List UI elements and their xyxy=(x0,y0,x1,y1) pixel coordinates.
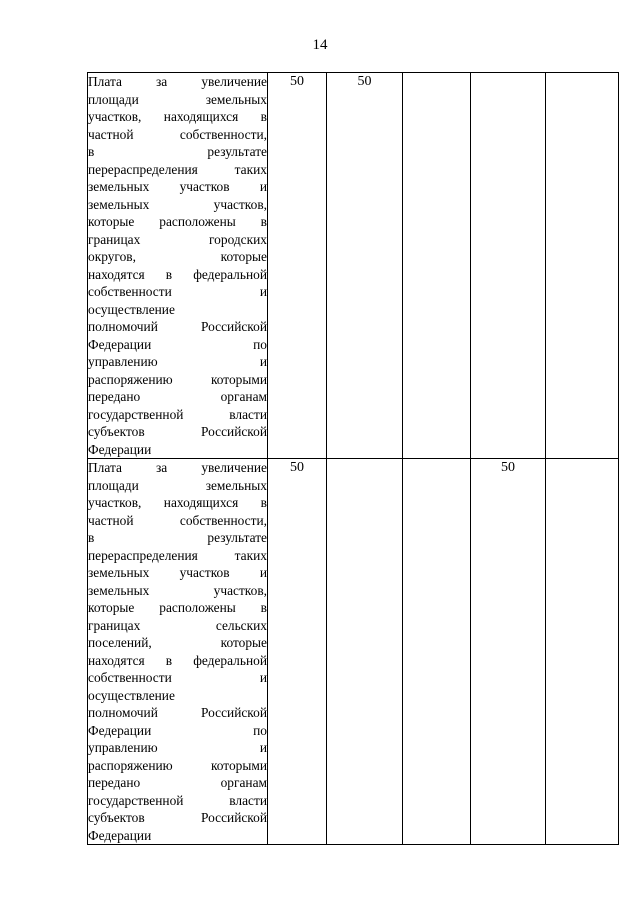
description-word: федеральной xyxy=(193,266,267,282)
description-word: федеральной xyxy=(193,652,267,668)
description-word: участков, xyxy=(213,582,267,598)
description-word: земельных xyxy=(205,91,267,107)
description-line xyxy=(88,266,267,284)
description-word: расположены xyxy=(159,214,236,229)
description-word: полномочий xyxy=(88,319,158,334)
description-word: увеличение xyxy=(201,460,267,475)
description-word: земельных xyxy=(88,179,150,194)
description-word: находящихся xyxy=(163,109,239,124)
description-line xyxy=(88,564,267,582)
description-word: полномочий xyxy=(88,705,158,720)
description-word: сельских xyxy=(215,617,267,633)
description-line xyxy=(88,757,267,775)
description-word: таких xyxy=(234,547,267,563)
description-line xyxy=(88,792,267,810)
description-word: частной xyxy=(88,512,134,528)
description-word: в xyxy=(260,495,267,510)
description-word: округов, xyxy=(88,249,136,264)
description-line xyxy=(88,459,267,477)
description-line xyxy=(88,336,267,354)
description-line xyxy=(88,178,267,196)
description-line xyxy=(88,353,267,371)
description-word: которые xyxy=(220,249,267,264)
page-number: 14 xyxy=(312,37,328,53)
description-word: органам xyxy=(220,389,267,404)
description-word: Федерации xyxy=(88,722,152,738)
description-word: городских xyxy=(209,231,267,247)
description-word: осуществление xyxy=(88,687,175,703)
description-line xyxy=(88,547,267,565)
description-line xyxy=(88,283,267,301)
description-word: и xyxy=(259,740,267,755)
description-word: государственной xyxy=(88,792,184,808)
description-line xyxy=(88,582,267,600)
description-cell xyxy=(88,73,268,459)
description-word: собственности xyxy=(88,670,172,685)
description-line xyxy=(88,161,267,179)
description-word: частной xyxy=(88,126,134,142)
description-word: Федерации xyxy=(88,336,152,352)
description-word: которые xyxy=(220,635,267,650)
description-line xyxy=(88,143,267,161)
description-word: поселений, xyxy=(88,635,152,650)
description-word: в xyxy=(165,652,173,668)
description-line xyxy=(88,441,267,459)
description-word: управлению xyxy=(88,354,158,369)
description-line xyxy=(88,301,267,319)
description-word: в xyxy=(260,214,267,229)
description-word: перераспределения xyxy=(88,161,198,177)
description-word: за xyxy=(156,74,168,89)
description-word: государственной xyxy=(88,406,184,422)
description-word: собственности, xyxy=(179,512,267,528)
description-line xyxy=(88,91,267,109)
description-word: в xyxy=(165,266,173,282)
description-word: распоряжению xyxy=(88,371,173,387)
description-word: Российской xyxy=(201,705,267,720)
table-body xyxy=(88,73,619,845)
description-line xyxy=(88,318,267,336)
description-word: земельных xyxy=(205,477,267,493)
description-word: по xyxy=(253,336,267,352)
value-cell-2 xyxy=(327,459,403,845)
value-cell-4 xyxy=(471,459,546,845)
description-word: передано xyxy=(88,775,141,790)
description-line xyxy=(88,494,267,512)
description-word: границах xyxy=(88,617,141,633)
description-line xyxy=(88,388,267,406)
table-row xyxy=(88,459,619,845)
description-word: в xyxy=(88,530,95,545)
description-word: субъектов xyxy=(88,810,145,825)
description-word: и xyxy=(259,565,267,580)
description-word: передано xyxy=(88,389,141,404)
description-word: Федерации xyxy=(88,441,152,457)
description-line xyxy=(88,406,267,424)
description-line xyxy=(88,687,267,705)
description-word: власти xyxy=(229,792,267,808)
description-word: управлению xyxy=(88,740,158,755)
description-word: Федерации xyxy=(88,827,152,843)
value-cell-1 xyxy=(268,73,327,459)
cell-value: 50 xyxy=(290,74,304,89)
description-word: собственности xyxy=(88,284,172,299)
cell-value: 50 xyxy=(501,460,515,475)
description-word: границах xyxy=(88,231,141,247)
description-line xyxy=(88,827,267,845)
description-line xyxy=(88,423,267,441)
description-word: которыми xyxy=(210,371,267,387)
cell-value: 50 xyxy=(290,460,304,475)
description-word: расположены xyxy=(159,600,236,615)
description-word: Российской xyxy=(201,424,267,439)
description-line xyxy=(88,248,267,266)
description-word: земельных xyxy=(88,196,150,212)
description-word: участков, xyxy=(88,495,142,510)
description-line xyxy=(88,529,267,547)
description-word: осуществление xyxy=(88,301,175,317)
description-word: в xyxy=(88,144,95,159)
description-line xyxy=(88,722,267,740)
value-cell-2 xyxy=(327,73,403,459)
description-word: и xyxy=(259,354,267,369)
table-row xyxy=(88,73,619,459)
description-word: земельных xyxy=(88,565,150,580)
description-line xyxy=(88,634,267,652)
description-word: таких xyxy=(234,161,267,177)
description-word: участков xyxy=(179,565,230,580)
description-line xyxy=(88,512,267,530)
description-word: Российской xyxy=(201,319,267,334)
description-word: участков, xyxy=(213,196,267,212)
description-line xyxy=(88,704,267,722)
description-word: результате xyxy=(207,144,267,159)
description-word: которые xyxy=(88,214,135,229)
description-line xyxy=(88,617,267,635)
description-word: Российской xyxy=(201,810,267,825)
description-line xyxy=(88,739,267,757)
description-word: находящихся xyxy=(163,495,239,510)
value-cell-1 xyxy=(268,459,327,845)
description-word: участков xyxy=(179,179,230,194)
description-word: участков, xyxy=(88,109,142,124)
description-word: за xyxy=(156,460,168,475)
value-cell-3 xyxy=(403,459,471,845)
description-word: площади xyxy=(88,91,139,107)
description-line xyxy=(88,126,267,144)
description-word: собственности, xyxy=(179,126,267,142)
description-line xyxy=(88,669,267,687)
description-word: которыми xyxy=(210,757,267,773)
description-line xyxy=(88,477,267,495)
revenue-table xyxy=(87,72,619,845)
description-word: власти xyxy=(229,406,267,422)
description-word: перераспределения xyxy=(88,547,198,563)
description-word: земельных xyxy=(88,582,150,598)
description-line xyxy=(88,108,267,126)
description-word: органам xyxy=(220,775,267,790)
description-line xyxy=(88,599,267,617)
value-cell-4 xyxy=(471,73,546,459)
description-cell xyxy=(88,459,268,845)
description-line xyxy=(88,774,267,792)
description-word: находятся xyxy=(88,266,145,282)
description-line xyxy=(88,371,267,389)
description-line xyxy=(88,213,267,231)
description-word: увеличение xyxy=(201,74,267,89)
description-word: Плата xyxy=(88,74,122,89)
description-line xyxy=(88,652,267,670)
description-line xyxy=(88,231,267,249)
description-word: по xyxy=(253,722,267,738)
description-line xyxy=(88,809,267,827)
value-cell-5 xyxy=(546,73,619,459)
value-cell-5 xyxy=(546,459,619,845)
description-line xyxy=(88,196,267,214)
description-word: площади xyxy=(88,477,139,493)
description-word: субъектов xyxy=(88,424,145,439)
cell-value: 50 xyxy=(357,74,372,89)
description-word: результате xyxy=(207,530,267,545)
description-word: распоряжению xyxy=(88,757,173,773)
description-word: в xyxy=(260,600,267,615)
description-word: в xyxy=(260,109,267,124)
description-word: и xyxy=(259,670,267,685)
description-line xyxy=(88,73,267,91)
description-word: Плата xyxy=(88,460,122,475)
description-word: и xyxy=(259,284,267,299)
description-word: находятся xyxy=(88,652,145,668)
description-word: и xyxy=(259,179,267,194)
description-word: которые xyxy=(88,600,135,615)
value-cell-3 xyxy=(403,73,471,459)
